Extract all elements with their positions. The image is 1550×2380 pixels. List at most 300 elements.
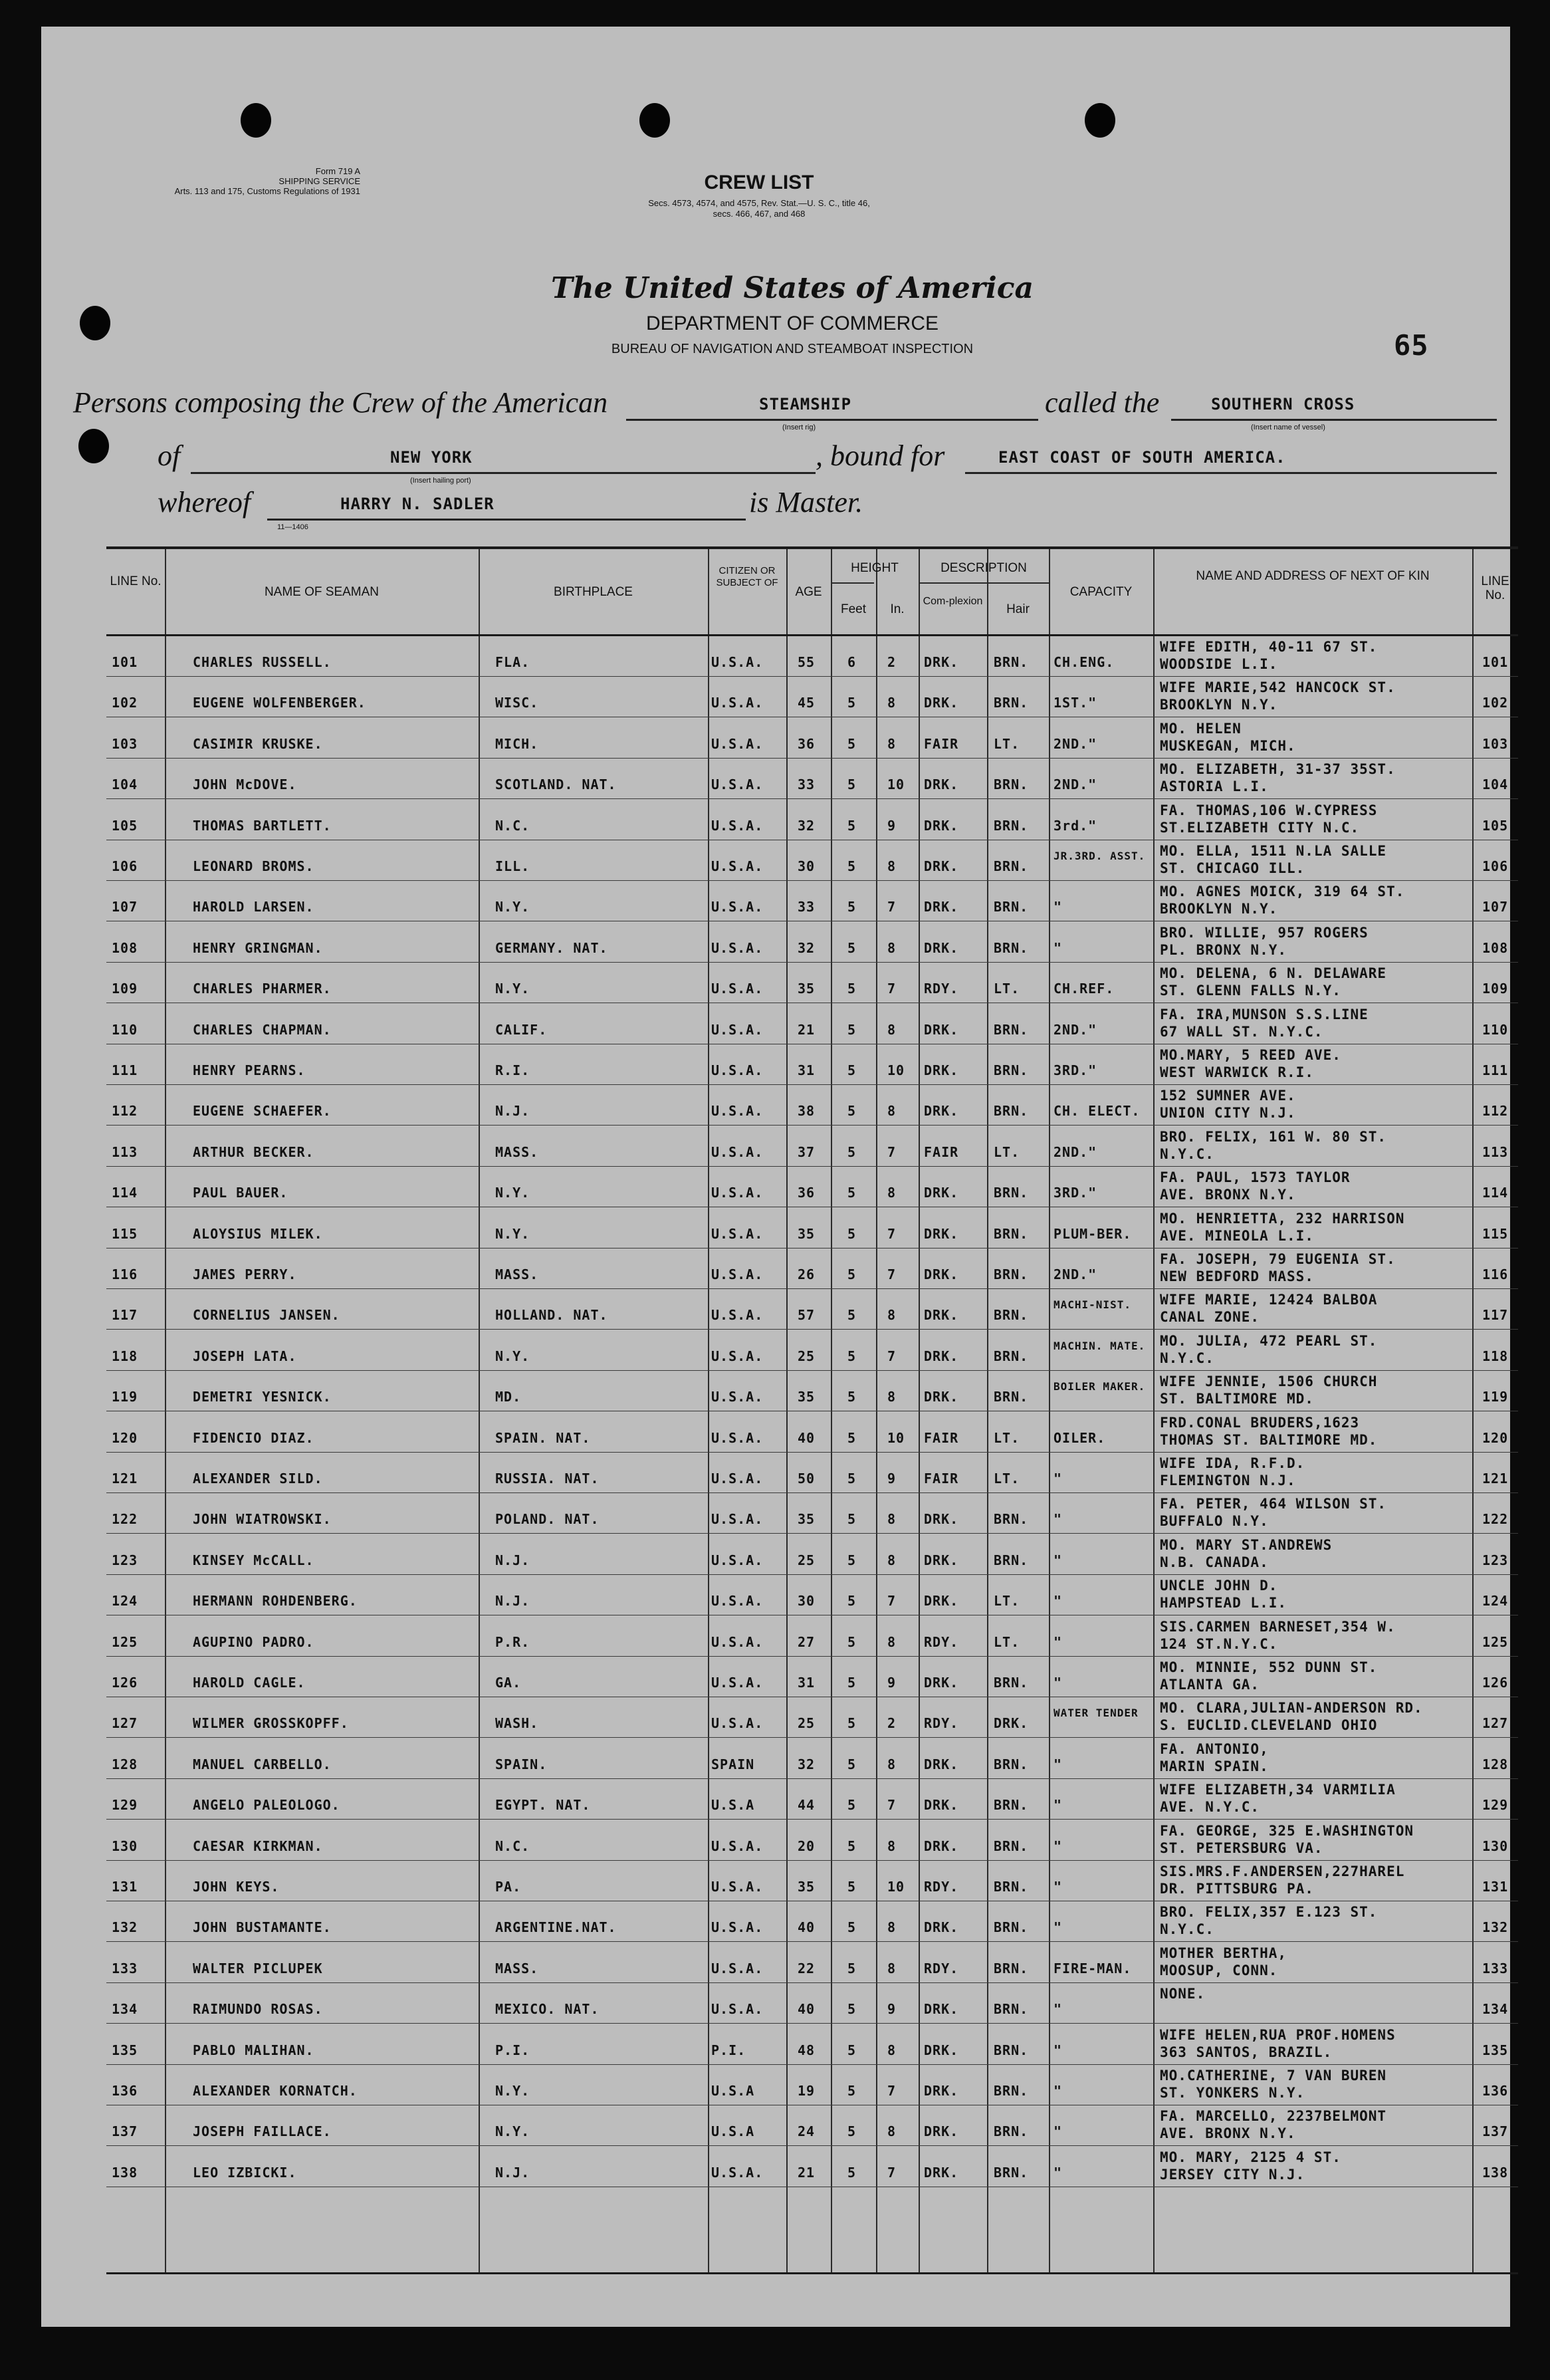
row-age: 24 bbox=[798, 2123, 816, 2140]
row-next-of-kin bbox=[1160, 1373, 1377, 1407]
row-feet: 6 bbox=[847, 654, 857, 670]
kin-line-1: MO. HELEN bbox=[1160, 720, 1242, 737]
kin-line-2: N.Y.C. bbox=[1160, 1145, 1214, 1162]
crew-row bbox=[106, 1942, 1518, 1983]
row-line-no: 110 bbox=[112, 1021, 138, 1038]
row-citizen: U.S.A. bbox=[711, 1715, 764, 1732]
row-line-no: 117 bbox=[112, 1307, 138, 1324]
row-birthplace: N.J. bbox=[495, 1593, 530, 1609]
row-feet: 5 bbox=[847, 939, 857, 956]
row-birthplace: P.R. bbox=[495, 1633, 530, 1650]
crew-row bbox=[106, 1738, 1518, 1779]
row-complexion: DRK. bbox=[924, 1511, 959, 1528]
row-capacity: " bbox=[1053, 1511, 1063, 1528]
row-capacity: " bbox=[1053, 1756, 1063, 1772]
row-hair: BRN. bbox=[994, 1552, 1029, 1568]
row-birthplace: MICH. bbox=[495, 735, 539, 752]
row-citizen: U.S.A. bbox=[711, 1266, 764, 1282]
header-next-of-kin: NAME AND ADDRESS OF NEXT OF KIN bbox=[1196, 569, 1430, 583]
header-birthplace: BIRTHPLACE bbox=[554, 585, 633, 599]
row-next-of-kin bbox=[1160, 2067, 1386, 2101]
row-feet: 5 bbox=[847, 899, 857, 915]
row-age: 55 bbox=[798, 654, 816, 670]
row-seaman-name: ARTHUR BECKER. bbox=[193, 1143, 314, 1160]
row-line-no: 105 bbox=[112, 817, 138, 834]
row-complexion: DRK. bbox=[924, 1838, 959, 1854]
header-description: DESCRIPTION bbox=[941, 561, 1027, 575]
row-inches: 9 bbox=[887, 817, 897, 834]
row-citizen: U.S.A. bbox=[711, 939, 764, 956]
row-seaman-name: HAROLD CAGLE. bbox=[193, 1675, 306, 1691]
row-age: 25 bbox=[798, 1715, 816, 1732]
row-seaman-name: THOMAS BARTLETT. bbox=[193, 817, 332, 834]
row-hair: LT. bbox=[994, 1471, 1020, 1487]
row-seaman-name: HENRY GRINGMAN. bbox=[193, 939, 323, 956]
row-seaman-name: EUGENE WOLFENBERGER. bbox=[193, 695, 366, 711]
row-birthplace: N.Y. bbox=[495, 981, 530, 997]
row-capacity: " bbox=[1053, 1919, 1063, 1936]
master-value: HARRY N. SADLER bbox=[340, 495, 495, 513]
row-seaman-name: JOHN BUSTAMANTE. bbox=[193, 1919, 332, 1936]
crew-row bbox=[106, 962, 1518, 1003]
row-age: 32 bbox=[798, 817, 816, 834]
row-capacity: OILER. bbox=[1053, 1429, 1106, 1446]
row-citizen: U.S.A bbox=[711, 2083, 755, 2099]
row-feet: 5 bbox=[847, 1348, 857, 1364]
row-next-of-kin bbox=[1160, 1332, 1377, 1367]
row-inches: 7 bbox=[887, 2083, 897, 2099]
is-master-label: is Master. bbox=[749, 486, 863, 519]
row-line-no-right: 115 bbox=[1482, 1225, 1509, 1242]
row-line-no: 136 bbox=[112, 2083, 138, 2099]
row-citizen: SPAIN bbox=[711, 1756, 755, 1772]
row-line-no-right: 126 bbox=[1482, 1675, 1509, 1691]
header-complexion: Com-plexion bbox=[923, 596, 983, 607]
row-line-no: 109 bbox=[112, 981, 138, 997]
row-feet: 5 bbox=[847, 1185, 857, 1201]
row-line-no-right: 131 bbox=[1482, 1879, 1509, 1895]
row-seaman-name: JOHN WIATROWSKI. bbox=[193, 1511, 332, 1528]
row-line-no-right: 121 bbox=[1482, 1471, 1509, 1487]
row-age: 25 bbox=[798, 1348, 816, 1364]
row-age: 35 bbox=[798, 1511, 816, 1528]
kin-line-2: PL. BRONX N.Y. bbox=[1160, 941, 1287, 958]
kin-line-2: N.B. CANADA. bbox=[1160, 1554, 1269, 1570]
row-line-no: 126 bbox=[112, 1675, 138, 1691]
row-capacity: MACHIN. MATE. bbox=[1053, 1339, 1146, 1352]
row-birthplace: P.I. bbox=[495, 2042, 530, 2058]
row-feet: 5 bbox=[847, 1389, 857, 1405]
row-inches: 10 bbox=[887, 1062, 905, 1078]
kin-line-2: S. EUCLID.CLEVELAND OHIO bbox=[1160, 1717, 1378, 1734]
crew-row bbox=[106, 1166, 1518, 1207]
row-feet: 5 bbox=[847, 2083, 857, 2099]
destination-value: EAST COAST OF SOUTH AMERICA. bbox=[998, 448, 1286, 467]
kin-line-1: WIFE JENNIE, 1506 CHURCH bbox=[1160, 1373, 1378, 1390]
row-complexion: DRK. bbox=[924, 1348, 959, 1364]
row-complexion: DRK. bbox=[924, 1389, 959, 1405]
row-birthplace: ARGENTINE.NAT. bbox=[495, 1919, 617, 1936]
row-inches: 7 bbox=[887, 1348, 897, 1364]
row-age: 40 bbox=[798, 1919, 816, 1936]
row-citizen: U.S.A. bbox=[711, 1471, 764, 1487]
kin-line-2: ST. GLENN FALLS N.Y. bbox=[1160, 983, 1341, 999]
row-seaman-name: JOSEPH FAILLACE. bbox=[193, 2123, 332, 2140]
row-inches: 7 bbox=[887, 1225, 897, 1242]
row-citizen: U.S.A. bbox=[711, 1062, 764, 1078]
row-inches: 7 bbox=[887, 981, 897, 997]
row-line-no-right: 102 bbox=[1482, 695, 1509, 711]
kin-line-2: N.Y.C. bbox=[1160, 1921, 1214, 1938]
row-feet: 5 bbox=[847, 1633, 857, 1650]
kin-line-2: BROOKLYN N.Y. bbox=[1160, 901, 1278, 917]
row-line-no-right: 118 bbox=[1482, 1348, 1509, 1364]
row-seaman-name: HERMANN ROHDENBERG. bbox=[193, 1593, 358, 1609]
row-line-no-right: 128 bbox=[1482, 1756, 1509, 1772]
row-capacity: 2ND." bbox=[1053, 1143, 1097, 1160]
row-feet: 5 bbox=[847, 776, 857, 793]
row-complexion: DRK. bbox=[924, 1225, 959, 1242]
row-line-no-right: 108 bbox=[1482, 939, 1509, 956]
crew-row bbox=[106, 2146, 1518, 2187]
header-feet: Feet bbox=[840, 602, 867, 616]
row-complexion: DRK. bbox=[924, 1021, 959, 1038]
row-next-of-kin bbox=[1160, 2149, 1341, 2183]
crew-row bbox=[106, 1656, 1518, 1697]
row-capacity: " bbox=[1053, 1471, 1063, 1487]
bureau-heading: BUREAU OF NAVIGATION AND STEAMBOAT INSPECTION bbox=[611, 342, 974, 356]
kin-line-2: AVE. BRONX N.Y. bbox=[1160, 1187, 1296, 1203]
row-citizen: U.S.A. bbox=[711, 1429, 764, 1446]
row-line-no-right: 103 bbox=[1482, 735, 1509, 752]
row-line-no: 104 bbox=[112, 776, 138, 793]
kin-line-2: AVE. MINEOLA L.I. bbox=[1160, 1227, 1314, 1244]
row-seaman-name: MANUEL CARBELLO. bbox=[193, 1756, 332, 1772]
row-complexion: DRK. bbox=[924, 2083, 959, 2099]
row-next-of-kin bbox=[1160, 1536, 1332, 1571]
row-capacity: " bbox=[1053, 1675, 1063, 1691]
row-age: 35 bbox=[798, 981, 816, 997]
row-complexion: DRK. bbox=[924, 2001, 959, 2018]
row-complexion: FAIR bbox=[924, 1471, 959, 1487]
row-feet: 5 bbox=[847, 1103, 857, 1120]
row-capacity: 1ST." bbox=[1053, 695, 1097, 711]
row-citizen: U.S.A. bbox=[711, 1919, 764, 1936]
row-hair: BRN. bbox=[994, 1225, 1029, 1242]
row-line-no-right: 110 bbox=[1482, 1021, 1509, 1038]
crew-row bbox=[106, 1126, 1518, 1167]
row-line-no: 103 bbox=[112, 735, 138, 752]
row-next-of-kin bbox=[1160, 883, 1404, 917]
rig-field bbox=[626, 386, 1038, 421]
row-inches: 8 bbox=[887, 1960, 897, 1976]
row-hair: BRN. bbox=[994, 1838, 1029, 1854]
row-feet: 5 bbox=[847, 1021, 857, 1038]
row-seaman-name: CHARLES RUSSELL. bbox=[193, 654, 332, 670]
row-age: 26 bbox=[798, 1266, 816, 1282]
row-birthplace: GERMANY. NAT. bbox=[495, 939, 608, 956]
rig-caption: (Insert rig) bbox=[782, 423, 816, 431]
row-line-no: 112 bbox=[112, 1103, 138, 1120]
row-feet: 5 bbox=[847, 2001, 857, 2018]
row-line-no: 124 bbox=[112, 1593, 138, 1609]
row-line-no: 120 bbox=[112, 1429, 138, 1446]
row-line-no-right: 135 bbox=[1482, 2042, 1509, 2058]
row-birthplace: N.Y. bbox=[495, 1225, 530, 1242]
row-citizen: U.S.A. bbox=[711, 1511, 764, 1528]
row-birthplace: FLA. bbox=[495, 654, 530, 670]
row-line-no-right: 125 bbox=[1482, 1633, 1509, 1650]
row-line-no-right: 113 bbox=[1482, 1143, 1509, 1160]
row-birthplace: MD. bbox=[495, 1389, 522, 1405]
kin-line-2: UNION CITY N.J. bbox=[1160, 1105, 1296, 1122]
row-birthplace: N.Y. bbox=[495, 2123, 530, 2140]
row-inches: 8 bbox=[887, 1552, 897, 1568]
port-caption: (Insert hailing port) bbox=[410, 477, 471, 485]
row-complexion: RDY. bbox=[924, 1879, 959, 1895]
row-hair: BRN. bbox=[994, 1879, 1029, 1895]
row-citizen: U.S.A. bbox=[711, 1103, 764, 1120]
row-next-of-kin bbox=[1160, 638, 1377, 673]
statute-line-1: Secs. 4573, 4574, and 4575, Rev. Stat.—U. S. C., title 46, bbox=[648, 198, 870, 208]
row-next-of-kin bbox=[1160, 1659, 1377, 1693]
row-complexion: DRK. bbox=[924, 1675, 959, 1691]
header-capacity: CAPACITY bbox=[1069, 585, 1133, 599]
row-age: 31 bbox=[798, 1062, 816, 1078]
row-age: 30 bbox=[798, 858, 816, 874]
row-feet: 5 bbox=[847, 1225, 857, 1242]
row-complexion: RDY. bbox=[924, 1715, 959, 1732]
row-citizen: U.S.A. bbox=[711, 981, 764, 997]
kin-line-2: MOOSUP, CONN. bbox=[1160, 1962, 1278, 1978]
row-citizen: U.S.A. bbox=[711, 1307, 764, 1324]
row-seaman-name: ALEXANDER KORNATCH. bbox=[193, 2083, 358, 2099]
kin-line-2: 67 WALL ST. N.Y.C. bbox=[1160, 1023, 1323, 1040]
row-hair: BRN. bbox=[994, 695, 1029, 711]
row-line-no: 125 bbox=[112, 1633, 138, 1650]
kin-line-1: MO. ELIZABETH, 31-37 35ST. bbox=[1160, 761, 1396, 778]
row-line-no-right: 136 bbox=[1482, 2083, 1509, 2099]
row-line-no-right: 109 bbox=[1482, 981, 1509, 997]
row-feet: 5 bbox=[847, 1266, 857, 1282]
binder-hole bbox=[80, 306, 110, 340]
row-hair: BRN. bbox=[994, 858, 1029, 874]
row-complexion: DRK. bbox=[924, 1756, 959, 1772]
kin-line-1: FA. JOSEPH, 79 EUGENIA ST. bbox=[1160, 1251, 1396, 1267]
row-hair: BRN. bbox=[994, 654, 1029, 670]
row-inches: 8 bbox=[887, 1021, 897, 1038]
row-next-of-kin bbox=[1160, 720, 1296, 755]
row-age: 32 bbox=[798, 939, 816, 956]
row-inches: 9 bbox=[887, 2001, 897, 2018]
row-capacity: MACHI-NIST. bbox=[1053, 1298, 1131, 1312]
row-feet: 5 bbox=[847, 2042, 857, 2058]
kin-line-2: CANAL ZONE. bbox=[1160, 1309, 1260, 1326]
row-line-no: 131 bbox=[112, 1879, 138, 1895]
row-line-no: 122 bbox=[112, 1511, 138, 1528]
row-birthplace: CALIF. bbox=[495, 1021, 548, 1038]
row-hair: LT. bbox=[994, 1429, 1020, 1446]
crew-row bbox=[106, 1574, 1518, 1615]
row-capacity: 2ND." bbox=[1053, 776, 1097, 793]
row-complexion: DRK. bbox=[924, 2164, 959, 2181]
port-field bbox=[191, 439, 816, 474]
row-complexion: DRK. bbox=[924, 776, 959, 793]
row-hair: BRN. bbox=[994, 1919, 1029, 1936]
row-age: 40 bbox=[798, 2001, 816, 2018]
row-age: 22 bbox=[798, 1960, 816, 1976]
kin-line-2: THOMAS ST. BALTIMORE MD. bbox=[1160, 1431, 1378, 1448]
row-feet: 5 bbox=[847, 1511, 857, 1528]
row-line-no: 114 bbox=[112, 1185, 138, 1201]
row-seaman-name: RAIMUNDO ROSAS. bbox=[193, 2001, 323, 2018]
vessel-field bbox=[1171, 386, 1497, 421]
row-inches: 8 bbox=[887, 1633, 897, 1650]
row-next-of-kin bbox=[1160, 924, 1369, 959]
row-complexion: DRK. bbox=[924, 1266, 959, 1282]
row-feet: 5 bbox=[847, 1062, 857, 1078]
row-line-no: 116 bbox=[112, 1266, 138, 1282]
row-capacity: FIRE-MAN. bbox=[1053, 1960, 1132, 1976]
row-inches: 8 bbox=[887, 858, 897, 874]
row-age: 40 bbox=[798, 1429, 816, 1446]
row-citizen: U.S.A. bbox=[711, 1348, 764, 1364]
kin-line-1: MO. HENRIETTA, 232 HARRISON bbox=[1160, 1210, 1405, 1227]
kin-line-1: SIS.CARMEN BARNESET,354 W. bbox=[1160, 1618, 1396, 1635]
row-next-of-kin bbox=[1160, 802, 1377, 836]
header-age: AGE bbox=[795, 585, 822, 599]
row-age: 36 bbox=[798, 1185, 816, 1201]
row-citizen: U.S.A. bbox=[711, 1633, 764, 1650]
row-birthplace: PA. bbox=[495, 1879, 522, 1895]
row-feet: 5 bbox=[847, 2123, 857, 2140]
row-birthplace: N.Y. bbox=[495, 2083, 530, 2099]
row-citizen: U.S.A. bbox=[711, 1143, 764, 1160]
row-birthplace: N.C. bbox=[495, 817, 530, 834]
kin-line-2: FLEMINGTON N.J. bbox=[1160, 1473, 1296, 1488]
row-line-no: 107 bbox=[112, 899, 138, 915]
row-next-of-kin bbox=[1160, 1985, 1205, 2002]
kin-line-1: FA. GEORGE, 325 E.WASHINGTON bbox=[1160, 1822, 1414, 1839]
kin-line-2: ST.ELIZABETH CITY N.C. bbox=[1160, 819, 1360, 836]
row-hair: BRN. bbox=[994, 1266, 1029, 1282]
row-line-no: 102 bbox=[112, 695, 138, 711]
row-seaman-name: CHARLES PHARMER. bbox=[193, 981, 332, 997]
crew-row bbox=[106, 1697, 1518, 1738]
row-next-of-kin bbox=[1160, 1903, 1377, 1938]
kin-line-1: MO. JULIA, 472 PEARL ST. bbox=[1160, 1332, 1378, 1349]
row-feet: 5 bbox=[847, 1960, 857, 1976]
row-inches: 8 bbox=[887, 1185, 897, 1201]
kin-line-1: WIFE MARIE,542 HANCOCK ST. bbox=[1160, 679, 1396, 696]
row-next-of-kin bbox=[1160, 1250, 1396, 1285]
row-citizen: U.S.A. bbox=[711, 858, 764, 874]
row-next-of-kin bbox=[1160, 1699, 1423, 1734]
row-line-no: 108 bbox=[112, 939, 138, 956]
crew-row bbox=[106, 1452, 1518, 1493]
crew-row bbox=[106, 1411, 1518, 1453]
row-complexion: DRK. bbox=[924, 1593, 959, 1609]
called-the-label: called the bbox=[1045, 386, 1160, 419]
row-inches: 10 bbox=[887, 776, 905, 793]
row-seaman-name: JOHN McDOVE. bbox=[193, 776, 297, 793]
kin-line-2: HAMPSTEAD L.I. bbox=[1160, 1595, 1287, 1611]
row-capacity: 2ND." bbox=[1053, 735, 1097, 752]
kin-line-2: BROOKLYN N.Y. bbox=[1160, 697, 1278, 713]
kin-line-1: FA. THOMAS,106 W.CYPRESS bbox=[1160, 802, 1378, 818]
row-line-no-right: 134 bbox=[1482, 2001, 1509, 2018]
row-line-no: 118 bbox=[112, 1348, 138, 1364]
row-line-no-right: 106 bbox=[1482, 858, 1509, 874]
row-inches: 7 bbox=[887, 2164, 897, 2181]
row-citizen: U.S.A. bbox=[711, 1185, 764, 1201]
row-birthplace: POLAND. NAT. bbox=[495, 1511, 600, 1528]
row-birthplace: N.J. bbox=[495, 2164, 530, 2181]
row-hair: LT. bbox=[994, 981, 1020, 997]
row-birthplace: WISC. bbox=[495, 695, 539, 711]
row-next-of-kin bbox=[1160, 679, 1396, 713]
row-capacity: " bbox=[1053, 1838, 1063, 1854]
row-age: 20 bbox=[798, 1838, 816, 1854]
row-inches: 10 bbox=[887, 1879, 905, 1895]
kin-line-2: ST. PETERSBURG VA. bbox=[1160, 1840, 1323, 1856]
kin-line-2: 363 SANTOS, BRAZIL. bbox=[1160, 2044, 1333, 2060]
row-capacity: " bbox=[1053, 2164, 1063, 2181]
row-line-no-right: 123 bbox=[1482, 1552, 1509, 1568]
row-capacity: PLUM-BER. bbox=[1053, 1225, 1132, 1242]
row-hair: BRN. bbox=[994, 1307, 1029, 1324]
kin-line-1: MO. AGNES MOICK, 319 64 ST. bbox=[1160, 884, 1405, 900]
row-birthplace: N.Y. bbox=[495, 1185, 530, 1201]
row-inches: 2 bbox=[887, 1715, 897, 1732]
row-complexion: RDY. bbox=[924, 1960, 959, 1976]
row-birthplace: EGYPT. NAT. bbox=[495, 1797, 591, 1814]
row-birthplace: RUSSIA. NAT. bbox=[495, 1471, 600, 1487]
row-age: 37 bbox=[798, 1143, 816, 1160]
whereof-label: whereof bbox=[158, 486, 251, 519]
row-age: 33 bbox=[798, 776, 816, 793]
row-line-no: 132 bbox=[112, 1919, 138, 1936]
crew-row bbox=[106, 1003, 1518, 1044]
row-complexion: FAIR bbox=[924, 1143, 959, 1160]
row-complexion: DRK. bbox=[924, 2042, 959, 2058]
kin-line-1: NONE. bbox=[1160, 1986, 1206, 2002]
row-feet: 5 bbox=[847, 1471, 857, 1487]
row-complexion: DRK. bbox=[924, 899, 959, 915]
row-line-no: 130 bbox=[112, 1838, 138, 1854]
row-age: 36 bbox=[798, 735, 816, 752]
row-feet: 5 bbox=[847, 817, 857, 834]
row-age: 31 bbox=[798, 1675, 816, 1691]
row-capacity: CH.ENG. bbox=[1053, 654, 1115, 670]
kin-line-1: WIFE EDITH, 40-11 67 ST. bbox=[1160, 639, 1378, 655]
row-capacity: " bbox=[1053, 1633, 1063, 1650]
row-capacity: JR.3RD. ASST. bbox=[1053, 850, 1146, 862]
row-hair: BRN. bbox=[994, 1389, 1029, 1405]
row-next-of-kin bbox=[1160, 1291, 1377, 1326]
row-seaman-name: CORNELIUS JANSEN. bbox=[193, 1307, 340, 1324]
kin-line-1: WIFE ELIZABETH,34 VARMILIA bbox=[1160, 1782, 1396, 1798]
kin-line-2: AVE. BRONX N.Y. bbox=[1160, 2125, 1296, 2142]
binder-hole bbox=[639, 103, 670, 138]
kin-line-1: UNCLE JOHN D. bbox=[1160, 1578, 1278, 1594]
header-citizen: CITIZEN OR SUBJECT OF bbox=[716, 565, 778, 588]
row-citizen: U.S.A. bbox=[711, 1389, 764, 1405]
row-seaman-name: ANGELO PALEOLOGO. bbox=[193, 1797, 340, 1814]
row-capacity: " bbox=[1053, 2123, 1063, 2140]
row-line-no: 115 bbox=[112, 1225, 138, 1242]
row-seaman-name: JAMES PERRY. bbox=[193, 1266, 297, 1282]
